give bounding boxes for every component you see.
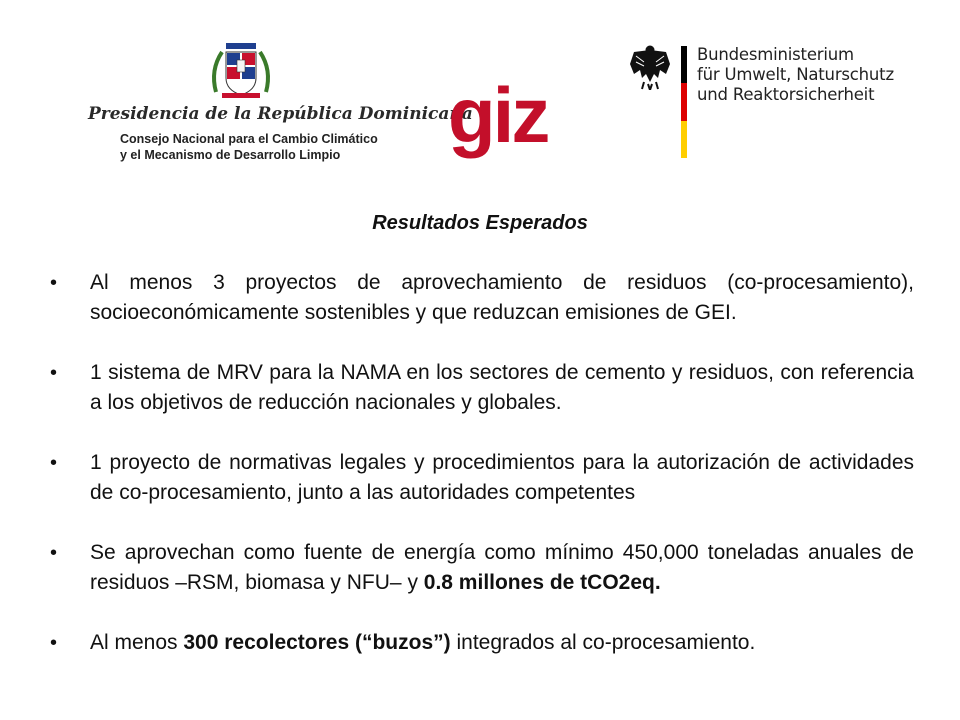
list-item [50,358,914,418]
list-item [50,628,914,658]
text-segment: 1 proyecto de normativas legales y procedimientos para la autorización de actividades de co-procesamiento, junto a las autoridades competentes [90,451,914,504]
bmu-line-3: und Reaktorsicherheit [697,85,875,104]
list-item [50,448,914,508]
list-item-text [90,268,914,328]
consejo-line: Consejo Nacional para el Cambio Climático [120,132,378,146]
bullet-icon: • [50,272,58,294]
list-item [50,538,914,598]
list-item-text [90,358,914,418]
text-segment: Se aprovechan como fuente de energía como mínimo 450,000 toneladas anuales de residuos –RSM, biomasa y NFU– y [90,541,914,594]
text-segment: 1 sistema de MRV para la NAMA en los sectores de cemento y residuos, con referencia a los objetivos de reducción nacionales y globales. [90,361,914,414]
mecanismo-line: y el Mecanismo de Desarrollo Limpio [120,148,341,162]
bmu-logo [628,40,908,160]
list-item-text [90,448,914,508]
bmu-line-2: für Umwelt, Naturschutz [697,65,894,84]
bold-segment: 300 recolectores (“buzos”) [183,631,451,654]
presidencia-logo [88,40,473,170]
bullet-icon: • [50,362,58,384]
german-flag-bar [681,46,687,158]
list-item-text [90,628,914,658]
presidencia-title: Presidencia de la República Dominicana [88,104,473,124]
list-item-text [90,538,914,598]
results-list [50,268,914,658]
list-item [50,268,914,328]
text-segment: integrados al co-procesamiento. [450,631,756,654]
coat-of-arms-icon [206,40,276,100]
bullet-icon: • [50,542,58,564]
bullet-icon: • [50,452,58,474]
giz-logo: giz [448,71,548,159]
bullet-icon: • [50,632,58,654]
section-heading: Resultados Esperados [372,212,588,234]
text-segment: Al menos 3 proyectos de aprovechamiento de residuos (co-procesamiento), socioeconómicamente sostenibles y que reduzcan emisiones de GEI. [90,271,914,324]
bmu-text [697,45,907,105]
bmu-line-1: Bundesministerium [697,45,854,64]
text-segment: Al menos [90,631,184,654]
bold-segment: 0.8 millones de tCO2eq. [423,571,661,594]
federal-eagle-icon [628,44,672,90]
